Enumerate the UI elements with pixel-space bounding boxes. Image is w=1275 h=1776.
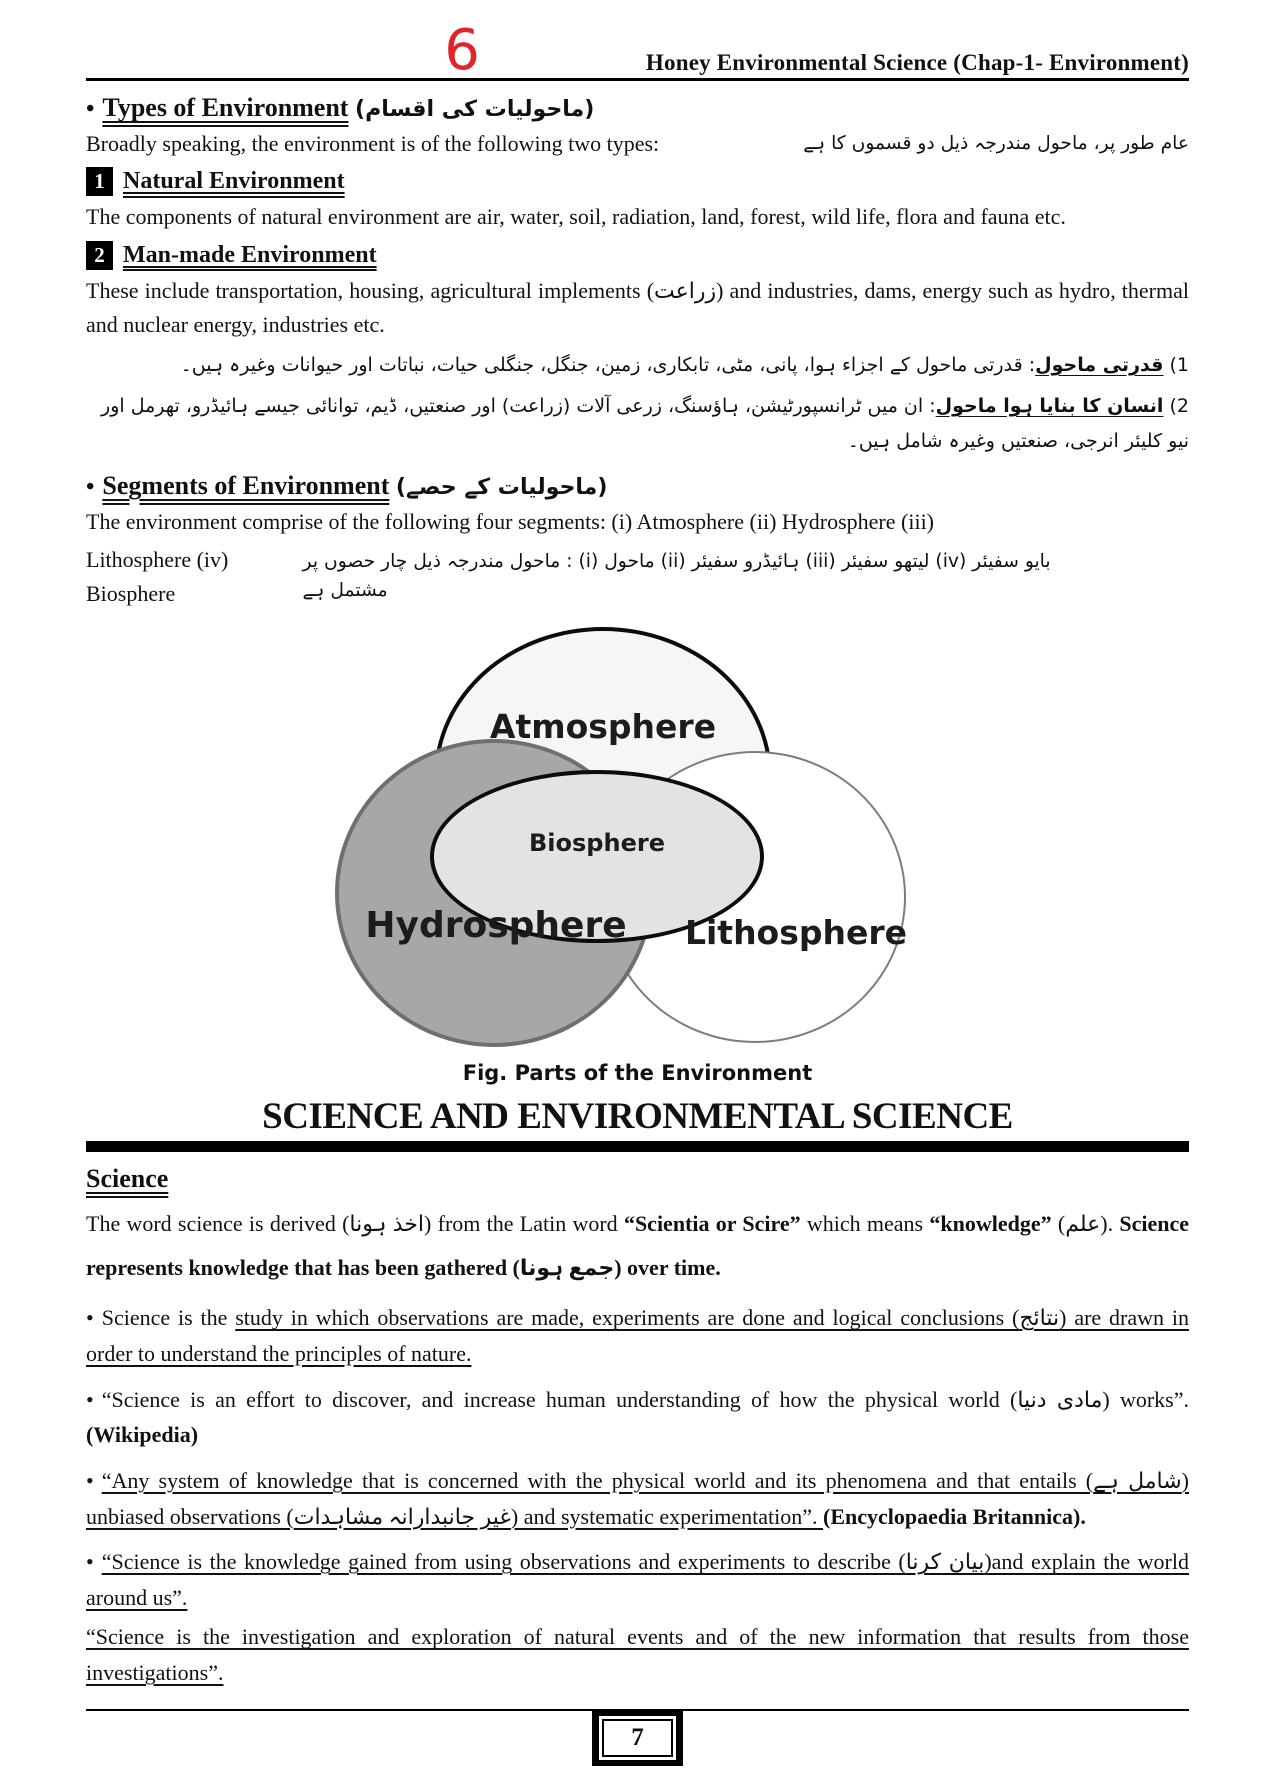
urdu-note-1-number: 1) bbox=[1169, 353, 1189, 376]
types-of-environment-heading bbox=[86, 93, 1189, 123]
item-number-badge: 2 bbox=[86, 241, 113, 270]
atmosphere-label: Atmosphere bbox=[489, 707, 717, 747]
lithosphere-label: Lithosphere bbox=[684, 913, 908, 953]
bullet-2-text: “Science is an effort to discover, and increase human understanding of how the physical world (مادی دنیا) works”. bbox=[101, 1386, 1190, 1412]
urdu-note-1 bbox=[86, 348, 1189, 383]
science-heading bbox=[86, 1164, 1189, 1194]
types-heading-text: Types of Environment bbox=[102, 93, 349, 123]
venn-diagram bbox=[86, 617, 1186, 1057]
hydrosphere-label: Hydrosphere bbox=[365, 905, 627, 947]
bullet-2-attribution: (Wikipedia) bbox=[86, 1422, 199, 1448]
urdu-note-1-text: : قدرتی ماحول کے اجزاء ہوا، پانی، مٹی، تابکاری، زمین، جنگل، جنگلی حیات، نباتات اور حیوانات وغیرہ ہیں۔ bbox=[180, 353, 1036, 376]
science-heading-text: Science bbox=[86, 1164, 169, 1194]
natural-environment-title: Natural Environment bbox=[123, 168, 345, 195]
types-intro-urdu: عام طور پر، ماحول مندرجہ ذیل دو قسموں کا ہے bbox=[803, 132, 1189, 154]
segments-heading-urdu: (ماحولیات کے حصے) bbox=[395, 474, 608, 501]
science-p1-urdu: (علم). bbox=[1051, 1211, 1120, 1237]
item-number-badge: 1 bbox=[86, 167, 113, 196]
page-number-box-gap bbox=[599, 1716, 676, 1760]
segments-body-row2 bbox=[86, 543, 1189, 611]
science-p1-text: The word science is derived (اخذ ہونا) from the Latin word bbox=[86, 1211, 624, 1237]
bullet-icon: • bbox=[86, 1549, 94, 1575]
natural-environment-heading bbox=[86, 167, 1189, 196]
urdu-note-2-text: : ان میں ٹرانسپورٹیشن، ہاؤسنگ، زرعی آلات (زراعت) اور صنعتیں، ڈیم، توانائی جیسے ہائیڈرو، تھرمل اور نیو کلیئر انرجی، صنعتیں وغیرہ شامل ہیں۔ bbox=[101, 394, 1189, 453]
bullet-icon: • bbox=[86, 1305, 94, 1331]
page-number-box bbox=[592, 1710, 683, 1766]
segments-of-environment-heading bbox=[86, 471, 1189, 501]
bullet-4-underlined: “Science is the knowledge gained from using observations and experiments to describe (بیان کرنا)and explain the world around us”. bbox=[86, 1549, 1189, 1610]
natural-environment-body: The components of natural environment are air, water, soil, radiation, land, forest, wild life, flora and fauna etc. bbox=[86, 204, 1066, 230]
urdu-note-1-label: قدرتی ماحول bbox=[1035, 353, 1164, 376]
science-paragraph-1 bbox=[86, 1202, 1189, 1290]
science-p1-bold-latin: “Scientia or Scire” bbox=[623, 1211, 801, 1237]
segments-body-line2: Lithosphere (iv) Biosphere bbox=[86, 547, 229, 607]
types-intro-text: Broadly speaking, the environment is of the following two types: bbox=[86, 131, 660, 157]
bullet-1-text: Science is the bbox=[101, 1305, 236, 1331]
science-bullet-3 bbox=[86, 1463, 1189, 1534]
bullet-icon: • bbox=[86, 1467, 94, 1493]
page-footer bbox=[86, 1709, 1189, 1766]
science-p1-bold-sentence: Science represents knowledge that has been gathered (جمع ہونا) over time. bbox=[86, 1211, 1190, 1281]
man-made-environment-body: These include transportation, housing, agricultural implements (زراعت) and industries, dams, energy such as hydro, thermal and nuclear energy, industries etc. bbox=[86, 277, 1189, 337]
section-title: SCIENCE AND ENVIRONMENTAL SCIENCE bbox=[262, 1096, 1013, 1138]
science-p1-text: which means bbox=[800, 1211, 930, 1237]
science-bullet-2 bbox=[86, 1382, 1189, 1453]
science-bullet-1 bbox=[86, 1300, 1189, 1371]
urdu-note-2-number: 2) bbox=[1169, 394, 1189, 417]
bullet-icon: • bbox=[86, 1386, 94, 1412]
biosphere-label: Biosphere bbox=[529, 829, 665, 858]
figure-caption: Fig. Parts of the Environment bbox=[462, 1061, 813, 1086]
man-made-environment-title: Man-made Environment bbox=[123, 241, 377, 268]
header-title: Honey Environmental Science (Chap-1- Environment) bbox=[645, 50, 1189, 76]
science-p1-bold-knowledge: “knowledge” bbox=[929, 1211, 1052, 1237]
urdu-note-2 bbox=[86, 389, 1189, 459]
science-bullet-4 bbox=[86, 1544, 1189, 1615]
urdu-note-2-label: انسان کا بنایا ہوا ماحول bbox=[935, 394, 1164, 417]
bullet-icon: • bbox=[86, 474, 95, 501]
bullet-icon: • bbox=[86, 96, 95, 123]
man-made-environment-heading bbox=[86, 241, 1189, 270]
segments-body-urdu: بایو سفیئر (iv) لیتھو سفیئر (iii) ہائیڈرو سفیئر (ii) ماحول (i) : ماحول مندرجہ ذیل چار حصوں پر مشتمل ہے bbox=[302, 551, 1051, 602]
segments-heading-text: Segments of Environment bbox=[102, 471, 390, 501]
page-header bbox=[86, 18, 1189, 83]
segments-body-line1: The environment comprise of the following four segments: (i) Atmosphere (ii) Hydrosphere (iii) bbox=[86, 509, 935, 535]
bullet-3-attribution: (Encyclopaedia Britannica). bbox=[823, 1503, 1086, 1529]
top-page-number: 6 bbox=[444, 18, 480, 83]
types-intro-row bbox=[86, 127, 1189, 161]
bullet-1-underlined: study in which observations are made, experiments are done and logical conclusions (نتائج) are drawn in order to understand the principles of nature. bbox=[86, 1305, 1189, 1367]
types-heading-urdu: (ماحولیات کی اقسام) bbox=[354, 96, 595, 123]
bottom-page-number: 7 bbox=[602, 1719, 673, 1757]
title-underline-bar bbox=[86, 1141, 1189, 1152]
science-closing-quote bbox=[86, 1619, 1189, 1690]
closing-underlined: “Science is the investigation and exploration of natural events and of the new information that results from those investigations”. bbox=[86, 1624, 1189, 1686]
bullet-3-underlined: “Any system of knowledge that is concerned with the physical world and its phenomena and that entails (شامل ہے) unbiased observations (غیر جانبدارانہ مشاہدات) and systematic experimentation”. bbox=[86, 1467, 1189, 1529]
